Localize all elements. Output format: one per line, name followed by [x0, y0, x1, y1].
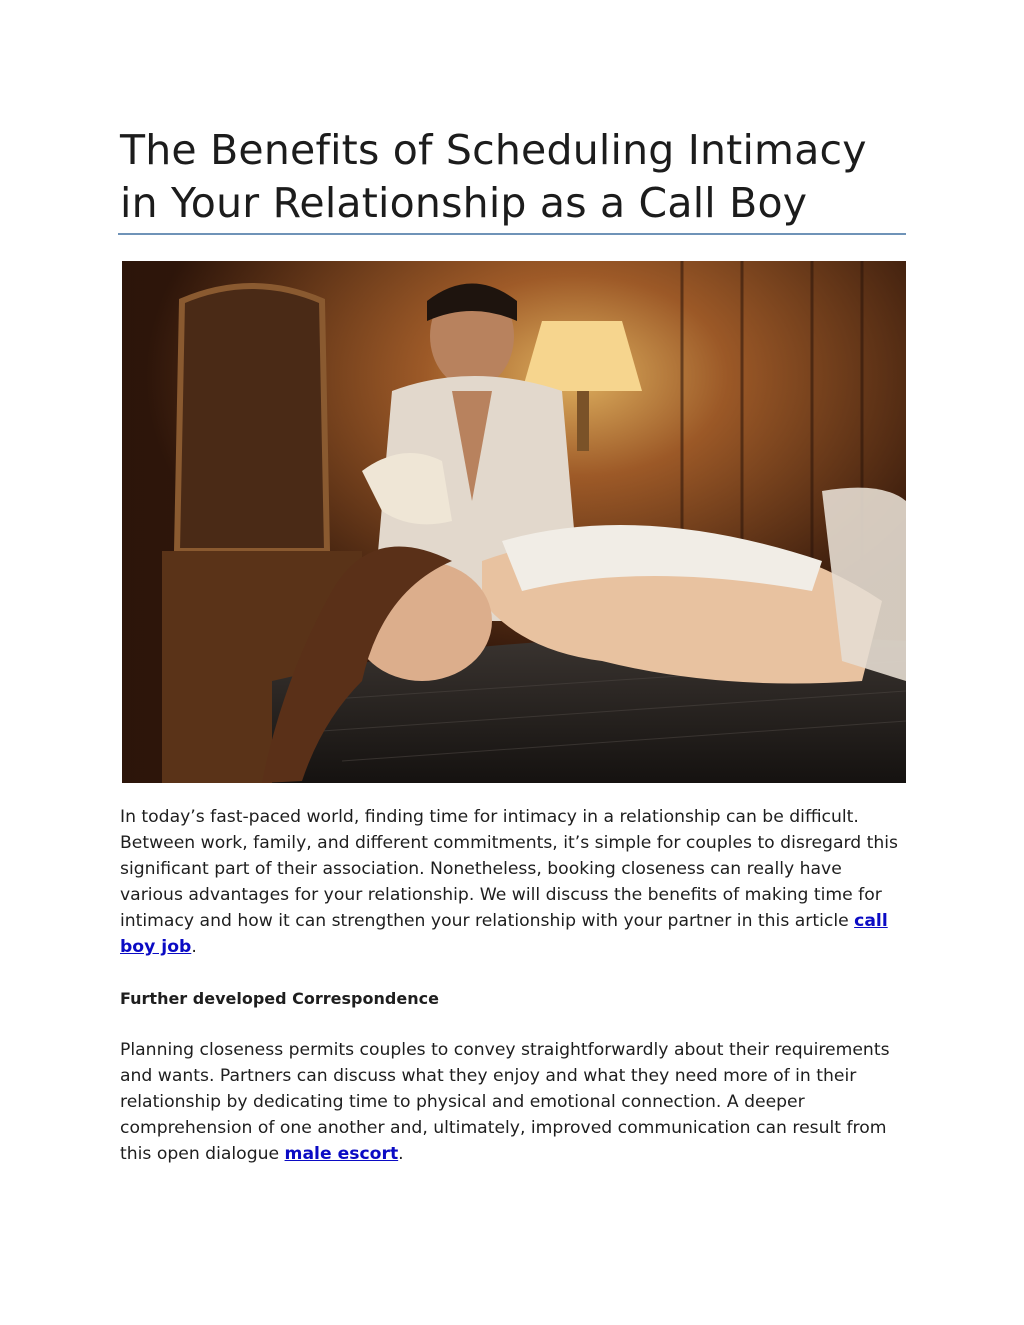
title-underline	[118, 233, 906, 235]
intro-text: In today’s fast-paced world, finding time for intimacy in a relationship can be difficult. Between work, family, and different commitments, it’s simple for couples to disregard this significant part of their association. Nonetheless, booking closeness can really have various advantages for your relationship. We will discuss the benefits of making time for intimacy and how it can strengthen your relationship with your partner in this article	[120, 807, 899, 931]
intro-paragraph	[120, 804, 900, 960]
intro-end: .	[191, 937, 197, 957]
hero-photo	[122, 261, 906, 783]
page-title: The Benefits of Scheduling Intimacy in Your Relationship as a Call Boy	[120, 126, 867, 227]
communication-paragraph	[120, 1037, 900, 1167]
communication-end: .	[398, 1144, 404, 1164]
male-escort-link[interactable]: male escort	[284, 1144, 399, 1164]
section-heading: Further developed Correspondence	[120, 989, 439, 1008]
communication-text: Planning closeness permits couples to convey straightforwardly about their requirements and wants. Partners can discuss what they enjoy and what they need more of in their relationship by dedicating time to physical and emotional connection. A deeper comprehension of one another and, ultimately, improved communication can result from this open dialogue	[120, 1040, 890, 1164]
call-boy-job-link[interactable]: call boy job	[120, 911, 888, 957]
